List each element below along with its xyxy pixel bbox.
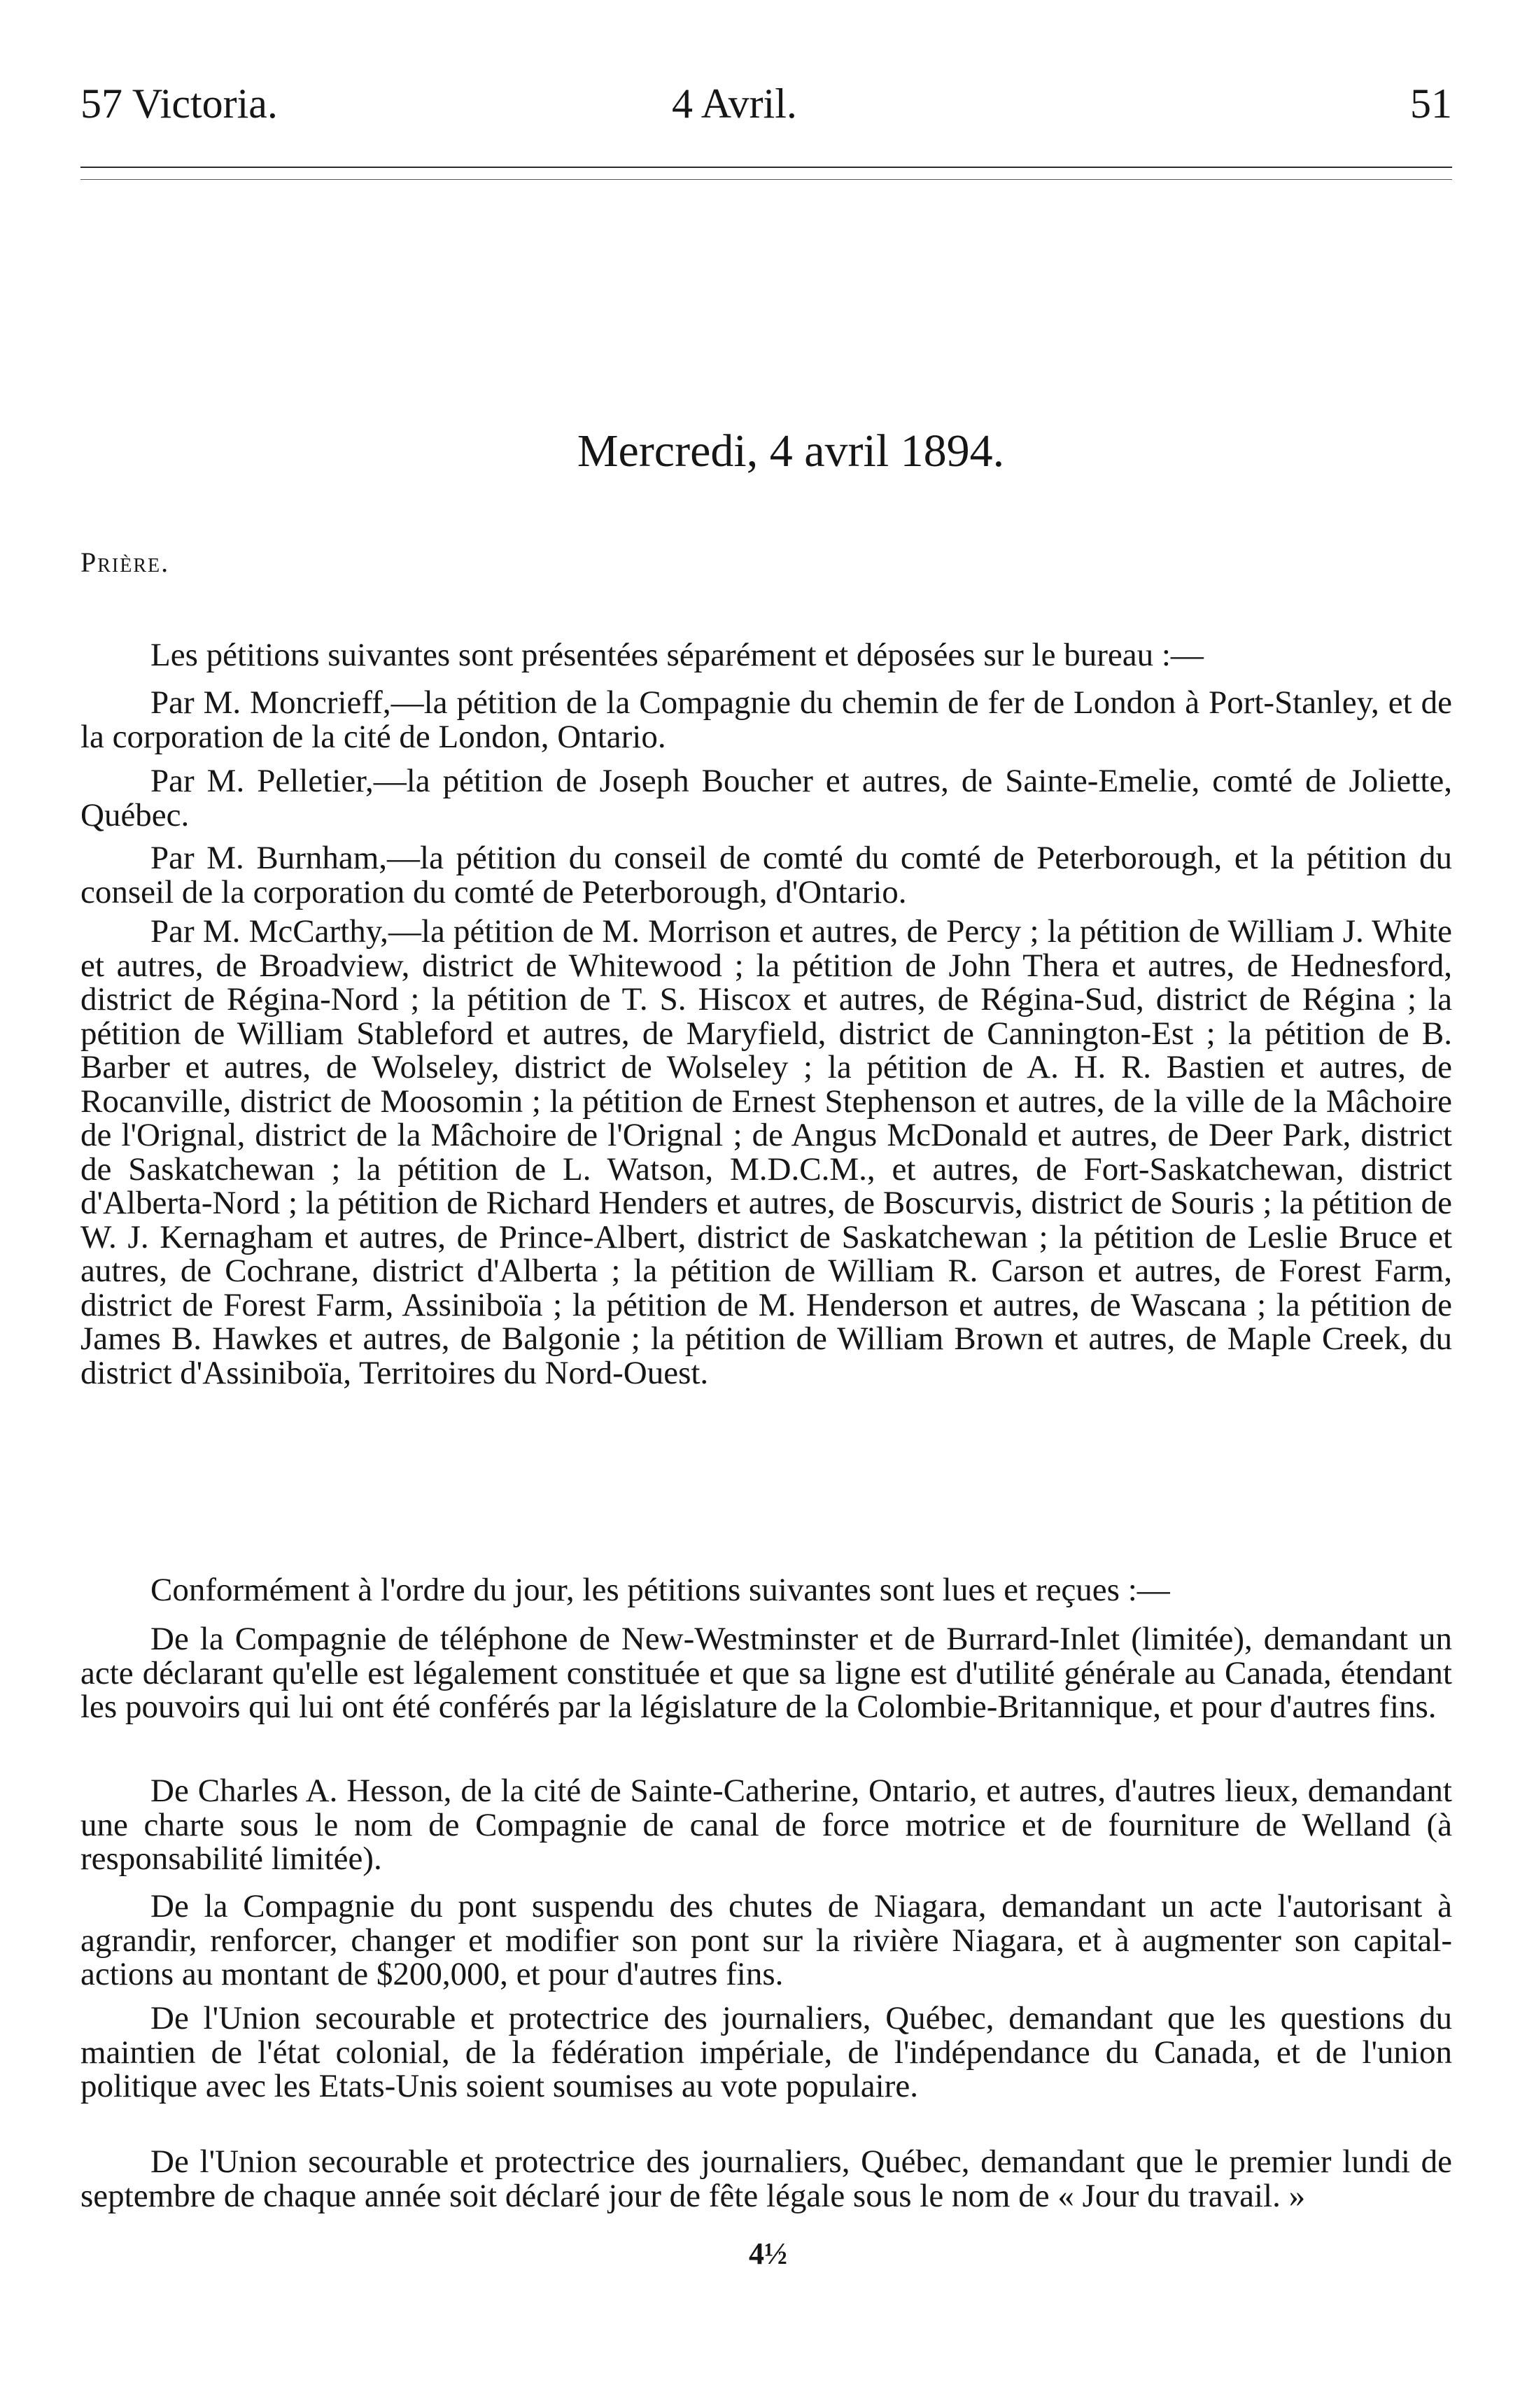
date-heading: Mercredi, 4 avril 1894. <box>577 425 1005 477</box>
paragraph-moncrieff-text: Par M. Moncrieff,—la pétition de la Compagnie du chemin de fer de London à Port-Stanley, et de la corporation de la cité de London, Ontario. <box>80 684 1452 755</box>
paragraph-intro <box>80 638 1452 673</box>
paragraph-hesson <box>80 1774 1452 1876</box>
paragraph-union-labour-day <box>80 2145 1452 2213</box>
paragraph-mccarthy-text: Par M. McCarthy,—la pétition de M. Morrison et autres, de Percy ; la pétition de William J. White et autres, de Broadview, district de Whitewood ; la pétition de John Thera et autres, de Hednesford, district de Régina-Nord ; la pétition de T. S. Hiscox et autres, de Régina-Sud, district de Régina ; la pétition de William Stableford et autres, de Maryfield, district de Cannington-Est ; la pétition de B. Barber et autres, de Wolseley, district de Wolseley ; la pétition de A. H. R. Bastien et autres, de Rocanville, district de Moosomin ; la pétition de Ernest Stephenson et autres, de la ville de la Mâchoire de l'Orignal, district de la Mâchoire de l'Orignal ; de Angus McDonald et autres, de Deer Park, district de Saskatchewan ; la pétition de L. Watson, M.D.C.M., et autres, de Fort-Saskatchewan, district d'Alberta-Nord ; la pétition de Richard Henders et autres, de Boscurvis, district de Souris ; la pétition de W. J. Kernagham et autres, de Prince-Albert, district de Saskatchewan ; la pétition de Leslie Bruce et autres, de Cochrane, district d'Alberta ; la pétition de William R. Carson et autres, de Forest Farm, district de Forest Farm, Assiniboïa ; la pétition de M. Henderson et autres, de Wascana ; la pétition de James B. Hawkes et autres, de Balgonie ; la pétition de William Brown et autres, de Maple Creek, du district d'Assiniboïa, Territoires du Nord-Ouest. <box>80 913 1452 1391</box>
priere-heading: Prière. <box>80 547 170 578</box>
paragraph-union-vote <box>80 2001 1452 2104</box>
paragraph-burnham-text: Par M. Burnham,—la pétition du conseil de comté du comté de Peterborough, et la pétition du conseil de la corporation du comté de Peterborough, d'Ontario. <box>80 840 1452 910</box>
running-header <box>80 76 1452 132</box>
paragraph-conformement <box>80 1573 1452 1607</box>
paragraph-union-labour-day-text: De l'Union secourable et protectrice des journaliers, Québec, demandant que le premier lundi de septembre de chaque année soit déclaré jour de fête légale sous le nom de « Jour du travail. » <box>80 2143 1452 2214</box>
header-regnal-year: 57 Victoria. <box>80 80 278 127</box>
header-rule-top <box>80 167 1452 168</box>
paragraph-niagara <box>80 1889 1452 1992</box>
paragraph-union-vote-text: De l'Union secourable et protectrice des journaliers, Québec, demandant que les questions du maintien de l'état colonial, de la fédération impériale, de l'indépendance du Canada, et de l'union politique avec les Etats-Unis soient soumises au vote populaire. <box>80 2000 1452 2104</box>
paragraph-intro-text: Les pétitions suivantes sont présentées séparément et déposées sur le bureau :— <box>150 637 1204 673</box>
header-rule-bottom <box>80 179 1452 180</box>
paragraph-niagara-text: De la Compagnie du pont suspendu des chutes de Niagara, demandant un acte l'autorisant à agrandir, renforcer, changer et modifier son pont sur la rivière Niagara, et à augmenter son capital-actions au montant de $200,000, et pour d'autres fins. <box>80 1888 1452 1992</box>
paragraph-telephone <box>80 1622 1452 1724</box>
page-number: 51 <box>1410 80 1452 127</box>
header-date: 4 Avril. <box>672 80 797 127</box>
paragraph-pelletier-text: Par M. Pelletier,—la pétition de Joseph Boucher et autres, de Sainte-Emelie, comté de Joliette, Québec. <box>80 763 1452 833</box>
paragraph-moncrieff <box>80 686 1452 754</box>
paragraph-hesson-text: De Charles A. Hesson, de la cité de Sainte-Catherine, Ontario, et autres, d'autres lieux, demandant une charte sous le nom de Compagnie de canal de force motrice et de fourniture de Welland (à responsabilité limitée). <box>80 1773 1452 1877</box>
paragraph-telephone-text: De la Compagnie de téléphone de New-Westminster et de Burrard-Inlet (limitée), demandant un acte déclarant qu'elle est légalement constituée et que sa ligne est d'utilité générale au Canada, étendant les pouvoirs qui lui ont été conférés par la législature de la Colombie-Britannique, et pour d'autres fins. <box>80 1621 1452 1725</box>
paragraph-pelletier <box>80 764 1452 832</box>
journal-page <box>80 0 1452 2408</box>
paragraph-conformement-text: Conformément à l'ordre du jour, les pétitions suivantes sont lues et reçues :— <box>150 1572 1170 1608</box>
signature-mark: 4½ <box>749 2237 787 2271</box>
paragraph-burnham <box>80 841 1452 909</box>
paragraph-mccarthy <box>80 915 1452 1390</box>
